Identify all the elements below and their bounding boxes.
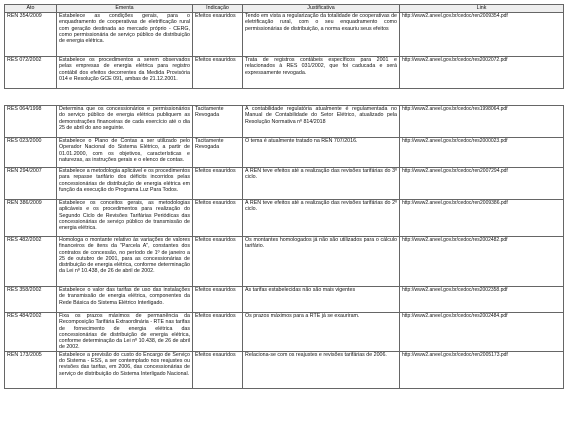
cell-ato: RES 064/1998 [5, 106, 57, 138]
table-row [5, 57, 564, 89]
header-ato: Ato [5, 5, 57, 13]
cell-indicacao: Efeitos exauridos [193, 57, 243, 89]
cell-ato: RES 358/2002 [5, 287, 57, 313]
cell-link[interactable]: http://www2.aneel.gov.br/cedoc/ren2007294.pdf [400, 168, 564, 200]
cell-link[interactable]: http://www2.aneel.gov.br/cedoc/res2002358.pdf [400, 287, 564, 313]
cell-link[interactable]: http://www2.aneel.gov.br/cedoc/res2002072.pdf [400, 57, 564, 89]
norms-table-2 [4, 105, 564, 389]
cell-justificativa: A REN teve efeitos até a realização das revisões tarifárias do 2º ciclo. [243, 200, 400, 237]
cell-link[interactable]: http://www2.aneel.gov.br/cedoc/res2002482.pdf [400, 237, 564, 287]
cell-justificativa: Relaciona-se com os reajustes e revisões tarifárias de 2006. [243, 351, 400, 388]
cell-link[interactable]: http://www2.aneel.gov.br/cedoc/ren2005173.pdf [400, 351, 564, 388]
table-row [5, 13, 564, 57]
table-row [5, 287, 564, 313]
cell-ato: REN 386/2009 [5, 200, 57, 237]
cell-ementa: Determina que os concessionários e permissionários do serviço público de energia elétrica publiquem as demonstrações financeiras de cada exercício até o dia 25 de abril do ano seguinte. [57, 106, 193, 138]
cell-ementa: Fixa os prazos máximos de permanência da Recomposição Tarifária Extraordinária - RTE nas tarifas de fornecimento de energia elétrica das concessionárias de distribuição de energia elétrica, conforme determinação da Lei nº 10.438, de 26 de abril de 2002. [57, 313, 193, 352]
cell-indicacao: Tacitamente Revogada [193, 138, 243, 168]
table-row [5, 138, 564, 168]
cell-ato: REN 294/2007 [5, 168, 57, 200]
cell-link[interactable]: http://www2.aneel.gov.br/cedoc/res1998064.pdf [400, 106, 564, 138]
header-justificativa: Justificativa [243, 5, 400, 13]
cell-justificativa: O tema é atualmente tratado na REN 707/2016. [243, 138, 400, 168]
cell-ato: RES 023/2000 [5, 138, 57, 168]
cell-link[interactable]: http://www2.aneel.gov.br/cedoc/ren2009354.pdf [400, 13, 564, 57]
cell-indicacao: Efeitos exauridos [193, 313, 243, 352]
table-row [5, 168, 564, 200]
cell-ementa: Estabelece a metodologia aplicável e os procedimentos para repasse tarifário dos déficits incorridos pelas concessionárias de distribuição de energia elétrica em função da execução do Programa Luz Para Todos. [57, 168, 193, 200]
cell-indicacao: Efeitos exauridos [193, 237, 243, 287]
cell-ementa: Estabelece as condições gerais, para o enquadramento de cooperativas de eletrificação rural com geração destinada ao mercado próprio - CERG, como permissionária de serviço público de distribuição de energia elétrica. [57, 13, 193, 57]
header-ementa: Ementa [57, 5, 193, 13]
cell-ato: RES 484/2002 [5, 313, 57, 352]
cell-justificativa: A contabilidade regulatória atualmente é regulamentada no Manual de Contabilidade do Setor Elétrico, atualizado pela Resolução Normativa nº 814/2018 [243, 106, 400, 138]
header-link: Link [400, 5, 564, 13]
cell-justificativa: Tendo em vista a regularização da totalidade de cooperativas de eletrificação rural, com o seu enquadramento como permissionárias de distribuição, a norma exauriu seus efeitos [243, 13, 400, 57]
cell-ementa: Estabelece o Plano de Contas a ser utilizado pelo Operador Nacional do Sistema Elétrico, a partir de 01.01.2000, com os objetivos, características e naturezas, as instruções gerais e o elenco de contas. [57, 138, 193, 168]
cell-indicacao: Efeitos exauridos [193, 168, 243, 200]
cell-indicacao: Efeitos exauridos [193, 200, 243, 237]
cell-ato: RES 072/2002 [5, 57, 57, 89]
cell-justificativa: As tarifas estabelecidas não são mais vigentes [243, 287, 400, 313]
table-row [5, 200, 564, 237]
cell-link[interactable]: http://www2.aneel.gov.br/cedoc/ren2009386.pdf [400, 200, 564, 237]
table-row [5, 106, 564, 138]
cell-indicacao: Efeitos exauridos [193, 287, 243, 313]
cell-link[interactable]: http://www2.aneel.gov.br/cedoc/res2000023.pdf [400, 138, 564, 168]
cell-ato: RES 482/2002 [5, 237, 57, 287]
cell-ementa: Homologa o montante relativo às variações de valores financeiros de itens da "Parcela A", constantes dos contratos de concessão, no período de 1º de janeiro a 25 de outubro de 2001, para as concessionárias de distribuição de energia elétrica, conforme determinação da Lei nº 10.438, de 26 de abril de 2002. [57, 237, 193, 287]
header-indicacao: Indicação [193, 5, 243, 13]
cell-ementa: Estabelece a previsão do custo do Encargo de Serviço do Sistema - ESS, a ser contemplado nos reajustes ou revisões das tarifas, em 2006, das concessionárias de serviço de distribuição do Sistema Interligado Nacional. [57, 351, 193, 388]
table-row [5, 237, 564, 287]
cell-justificativa: Trata de registros contábeis específicos para 2001 e relacionados à RES 031/2002, que foi caducada e será expressamente revogada. [243, 57, 400, 89]
cell-indicacao: Efeitos exauridos [193, 13, 243, 57]
cell-justificativa: Os montantes homologados já não são utilizados para o cálculo tarifário. [243, 237, 400, 287]
cell-indicacao: Efeitos exauridos [193, 351, 243, 388]
cell-ementa: Estabelece os procedimentos a serem observados pelas empresas de energia elétrica para registro contábil dos efeitos decorrentes da Medida Provisória 014 e Resolução GCE 091, ambas de 21.12.2001. [57, 57, 193, 89]
cell-indicacao: Tacitamente Revogada [193, 106, 243, 138]
norms-table-1 [4, 4, 564, 89]
cell-ato: REN 354/2009 [5, 13, 57, 57]
cell-justificativa: Os prazos máximos para a RTE já se exauriram. [243, 313, 400, 352]
table-row [5, 313, 564, 352]
cell-ementa: Estabelece os conceitos gerais, as metodologias aplicáveis e os procedimentos para realização do Segundo Ciclo de Revisões Tarifárias Periódicas das concessionárias de serviço público de transmissão de energia elétrica. [57, 200, 193, 237]
table-row [5, 351, 564, 388]
cell-ementa: Estabelece o valor das tarifas de uso das instalações de transmissão de energia elétrica, componentes da Rede Básica do Sistema Elétrico Interligado. [57, 287, 193, 313]
cell-justificativa: A REN teve efeitos até a realização das revisões tarifárias do 3º ciclo. [243, 168, 400, 200]
cell-link[interactable]: http://www2.aneel.gov.br/cedoc/res2002484.pdf [400, 313, 564, 352]
cell-ato: REN 173/2005 [5, 351, 57, 388]
header-row [5, 5, 564, 13]
